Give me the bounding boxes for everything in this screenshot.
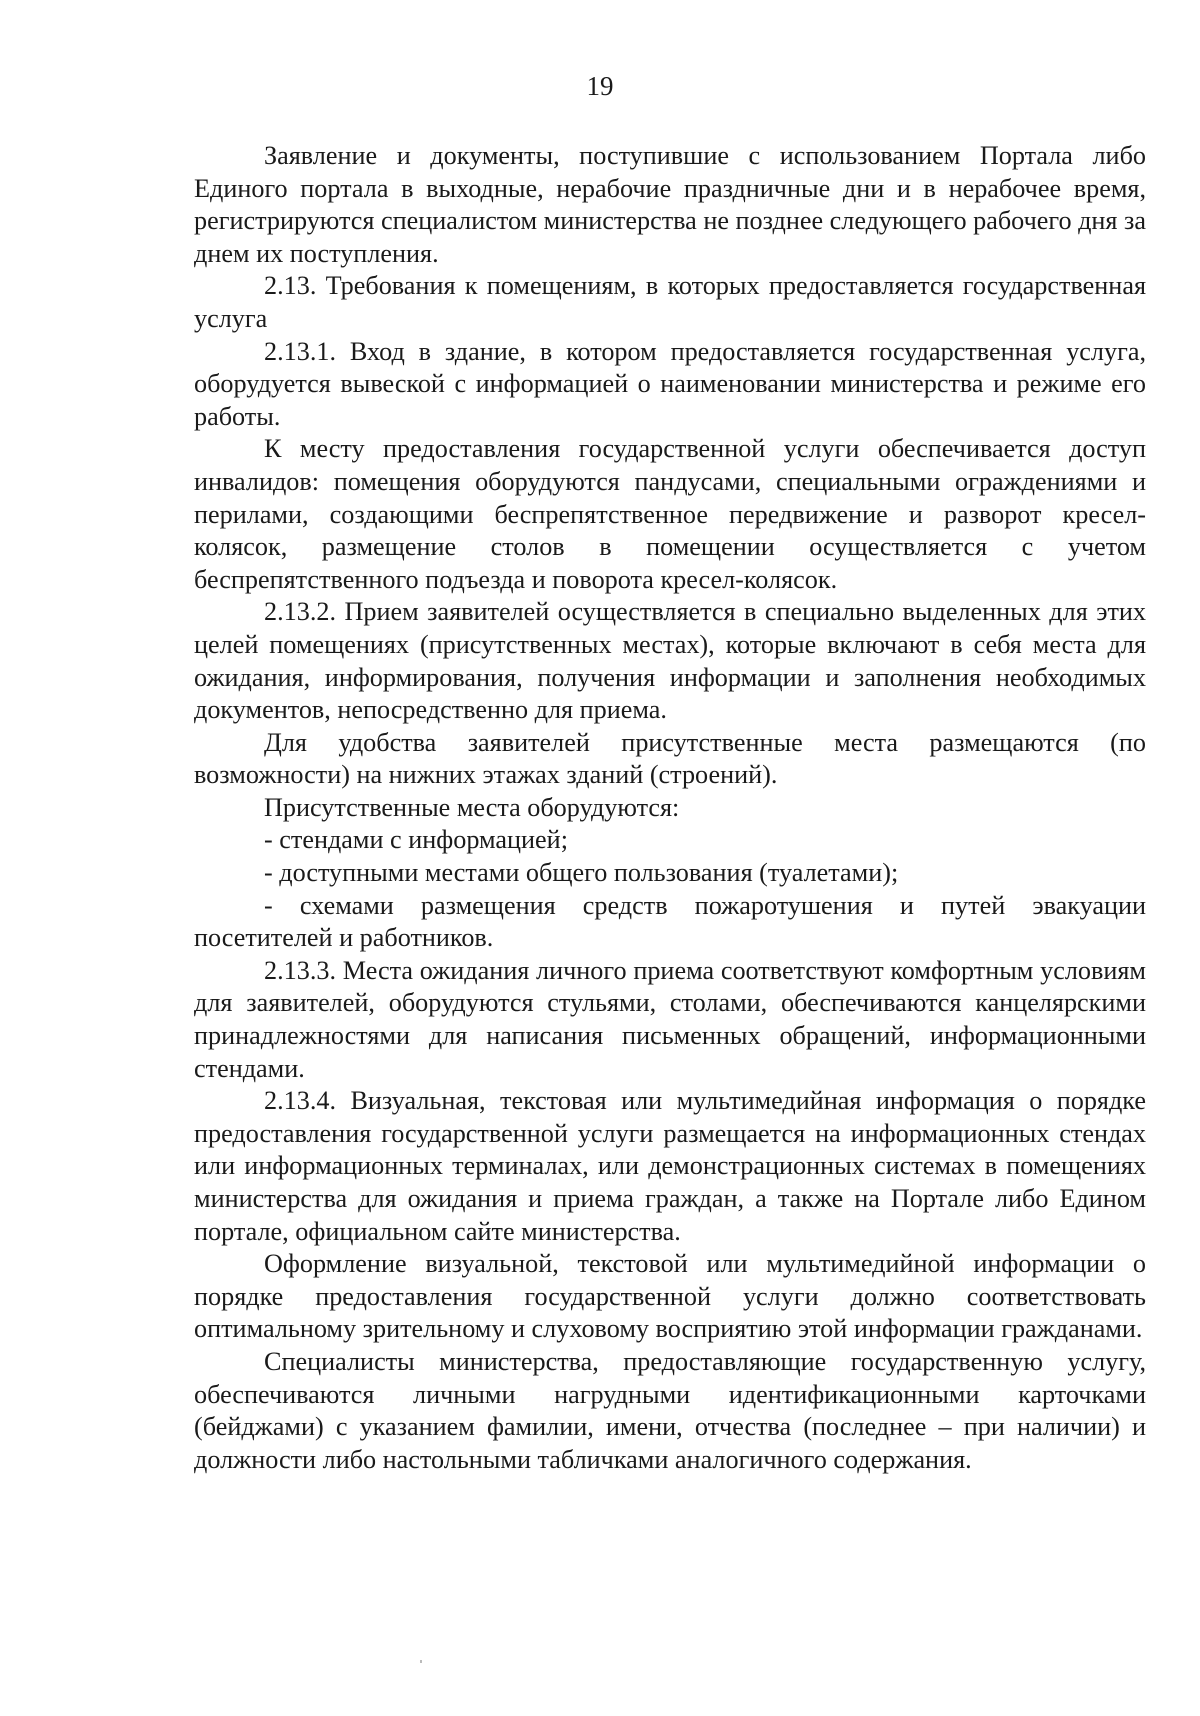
scan-artifact bbox=[420, 1660, 422, 1663]
list-item-evacuation-schemes: - схемами размещения средств пожаротушения и путей эвакуации посетителей и работников. bbox=[194, 890, 1146, 953]
page-number: 19 bbox=[586, 71, 614, 101]
paragraph-2-13-1: 2.13.1. Вход в здание, в котором предоставляется государственная услуга, оборудуется вывеской с информацией о наименовании министерства и режиме его работы. bbox=[194, 336, 1146, 431]
paragraph-2-13-2: 2.13.2. Прием заявителей осуществляется в специально выделенных для этих целей помещениях (присутственных местах), которые включают в себя места для ожидания, информирования, получения информации и заполнения необходимых документов, непосредственно для приема. bbox=[194, 597, 1146, 725]
list-item-restrooms: - доступными местами общего пользования (туалетами); bbox=[264, 858, 899, 888]
section-2-13-heading: 2.13. Требования к помещениям, в которых предоставляется государственная услуга bbox=[194, 271, 1146, 333]
paragraph-disabled-access: К месту предоставления государственной услуги обеспечивается доступ инвалидов: помещения оборудуются пандусами, специальными ограждениями и перилами, создающими беспрепятственное передвижение и разворот кресел-колясок, размещение столов в помещении осуществляется с учетом беспрепятственного подъезда и поворота кресел-колясок. bbox=[194, 434, 1146, 594]
paragraph-2-13-4: 2.13.4. Визуальная, текстовая или мультимедийная информация о порядке предоставления государственной услуги размещается на информационных стендах или информационных терминалах, или демонстрационных системах в помещениях министерства для ожидания и приема граждан, а также на Портале либо Едином портале, официальном сайте министерства. bbox=[194, 1086, 1146, 1246]
document-body bbox=[194, 140, 1146, 1476]
paragraph-info-design: Оформление визуальной, текстовой или мультимедийной информации о порядке предоставления государственной услуги должно соответствовать оптимальному зрительному и слуховому восприятию этой информации гражданами. bbox=[194, 1249, 1146, 1344]
paragraph-applications-registration: Заявление и документы, поступившие с использованием Портала либо Единого портала в выходные, нерабочие праздничные дни и в нерабочее время, регистрируются специалистом министерства не позднее следующего рабочего дня за днем их поступления. bbox=[194, 141, 1146, 268]
paragraph-2-13-3: 2.13.3. Места ожидания личного приема соответствуют комфортным условиям для заявителей, оборудуются стульями, столами, обеспечиваются канцелярскими принадлежностями для написания письменных обращений, информационными стендами. bbox=[194, 955, 1146, 1083]
paragraph-specialists-badges: Специалисты министерства, предоставляющие государственную услугу, обеспечиваются личными нагрудными идентификационными карточками (бейджами) с указанием фамилии, имени, отчества (последнее – при наличии) и должности либо настольными табличками аналогичного содержания. bbox=[194, 1346, 1146, 1474]
list-item-info-stands: - стендами с информацией; bbox=[264, 825, 568, 855]
paragraph-equipment-intro: Присутственные места оборудуются: bbox=[264, 792, 680, 822]
paragraph-lower-floors: Для удобства заявителей присутственные места размещаются (по возможности) на нижних этажах зданий (строений). bbox=[194, 727, 1146, 790]
